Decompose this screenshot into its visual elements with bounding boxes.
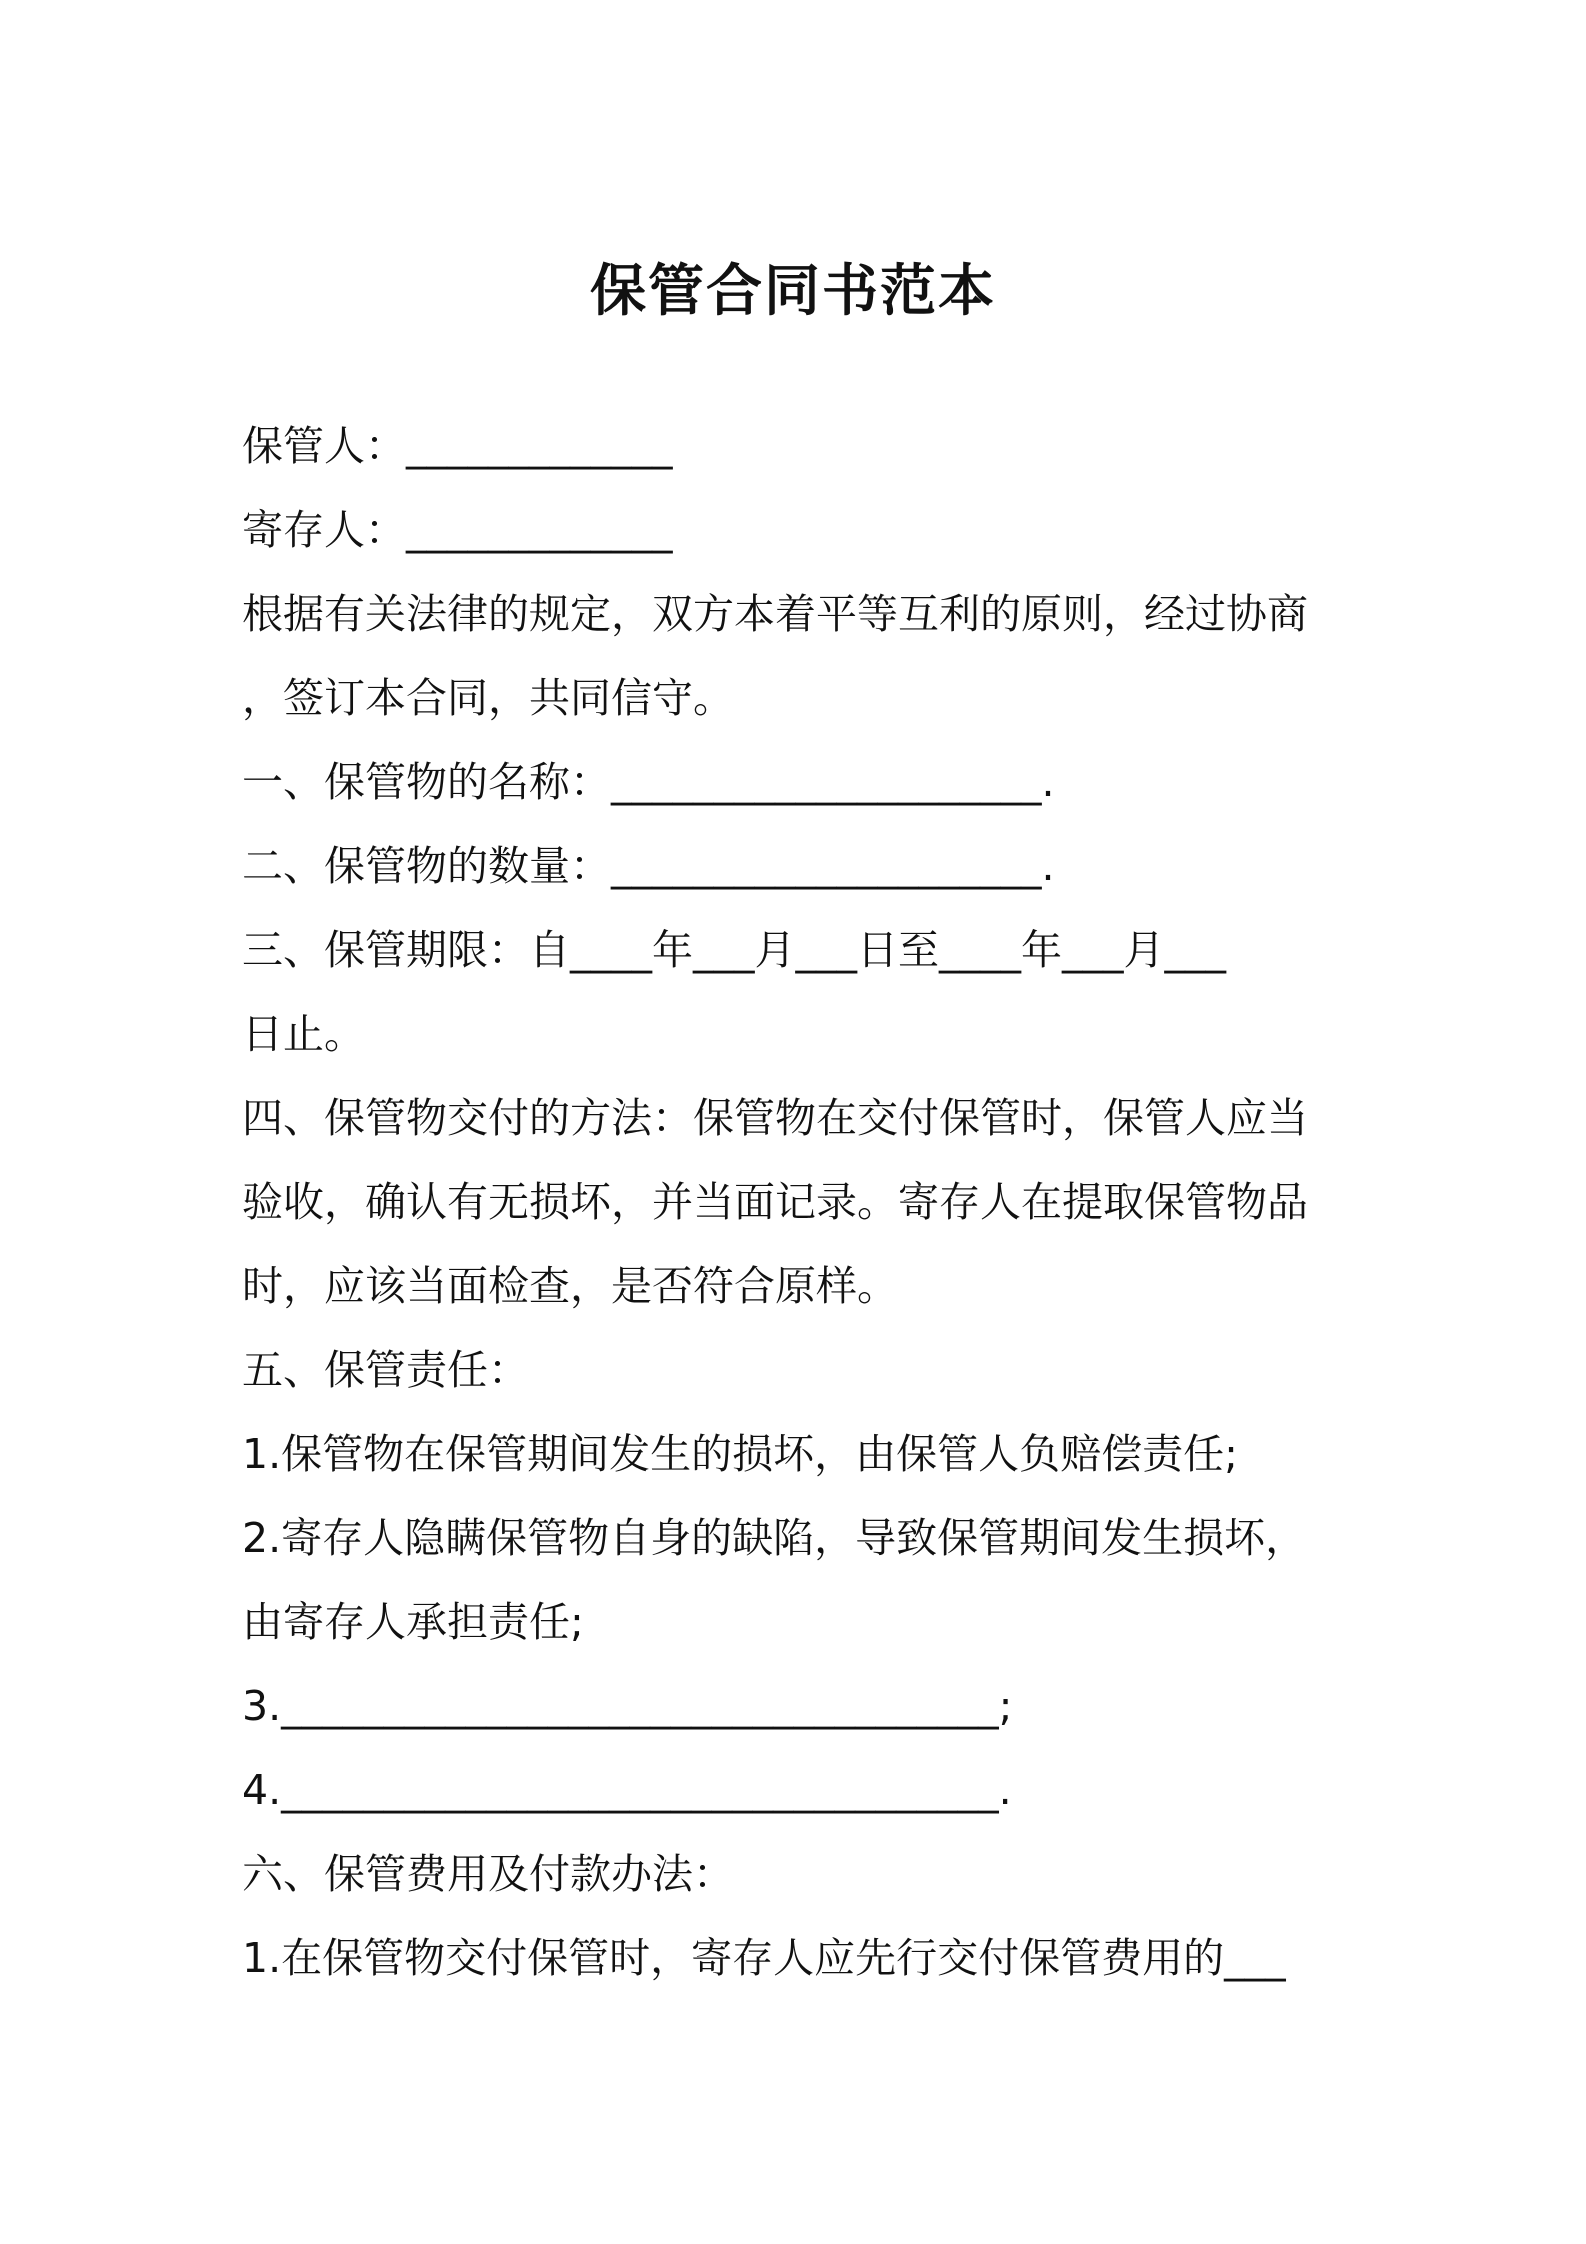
clause-5-item-1: 1.保管物在保管期间发生的损坏，由保管人负赔偿责任;: [242, 1430, 1238, 1478]
clause-3-period-line-1: 三、保管期限：自____年___月___日至____年___月___: [242, 926, 1226, 974]
clause-5-item-4: 4.___________________________________.: [242, 1766, 1012, 1814]
clause-4-delivery-line-2: 验收，确认有无损坏，并当面记录。寄存人在提取保管物品: [242, 1178, 1308, 1226]
custodian-line: 保管人：_____________: [242, 422, 673, 470]
document-title: 保管合同书范本: [590, 259, 996, 324]
depositor-line: 寄存人：_____________: [242, 506, 673, 554]
clause-3-period-line-2: 日止。: [242, 1010, 365, 1058]
clause-5-item-3: 3.___________________________________;: [242, 1682, 1013, 1730]
clause-6-heading: 六、保管费用及付款办法：: [242, 1850, 734, 1898]
clause-6-item-1: 1.在保管物交付保管时，寄存人应先行交付保管费用的___: [242, 1934, 1286, 1982]
clause-5-item-2-line-2: 由寄存人承担责任;: [242, 1598, 584, 1646]
clause-5-heading: 五、保管责任：: [242, 1346, 529, 1394]
clause-1-name: 一、保管物的名称：_____________________.: [242, 758, 1055, 806]
clause-4-delivery-line-1: 四、保管物交付的方法：保管物在交付保管时，保管人应当: [242, 1094, 1308, 1142]
clause-2-quantity: 二、保管物的数量：_____________________.: [242, 842, 1055, 890]
clause-4-delivery-line-3: 时，应该当面检查，是否符合原样。: [242, 1262, 898, 1310]
clause-5-item-2-line-1: 2.寄存人隐瞒保管物自身的缺陷，导致保管期间发生损坏，: [242, 1514, 1307, 1562]
preamble-line-1: 根据有关法律的规定，双方本着平等互利的原则，经过协商: [242, 590, 1308, 638]
contract-body: [242, 404, 1362, 2000]
preamble-line-2: ，签订本合同，共同信守。: [242, 674, 734, 722]
